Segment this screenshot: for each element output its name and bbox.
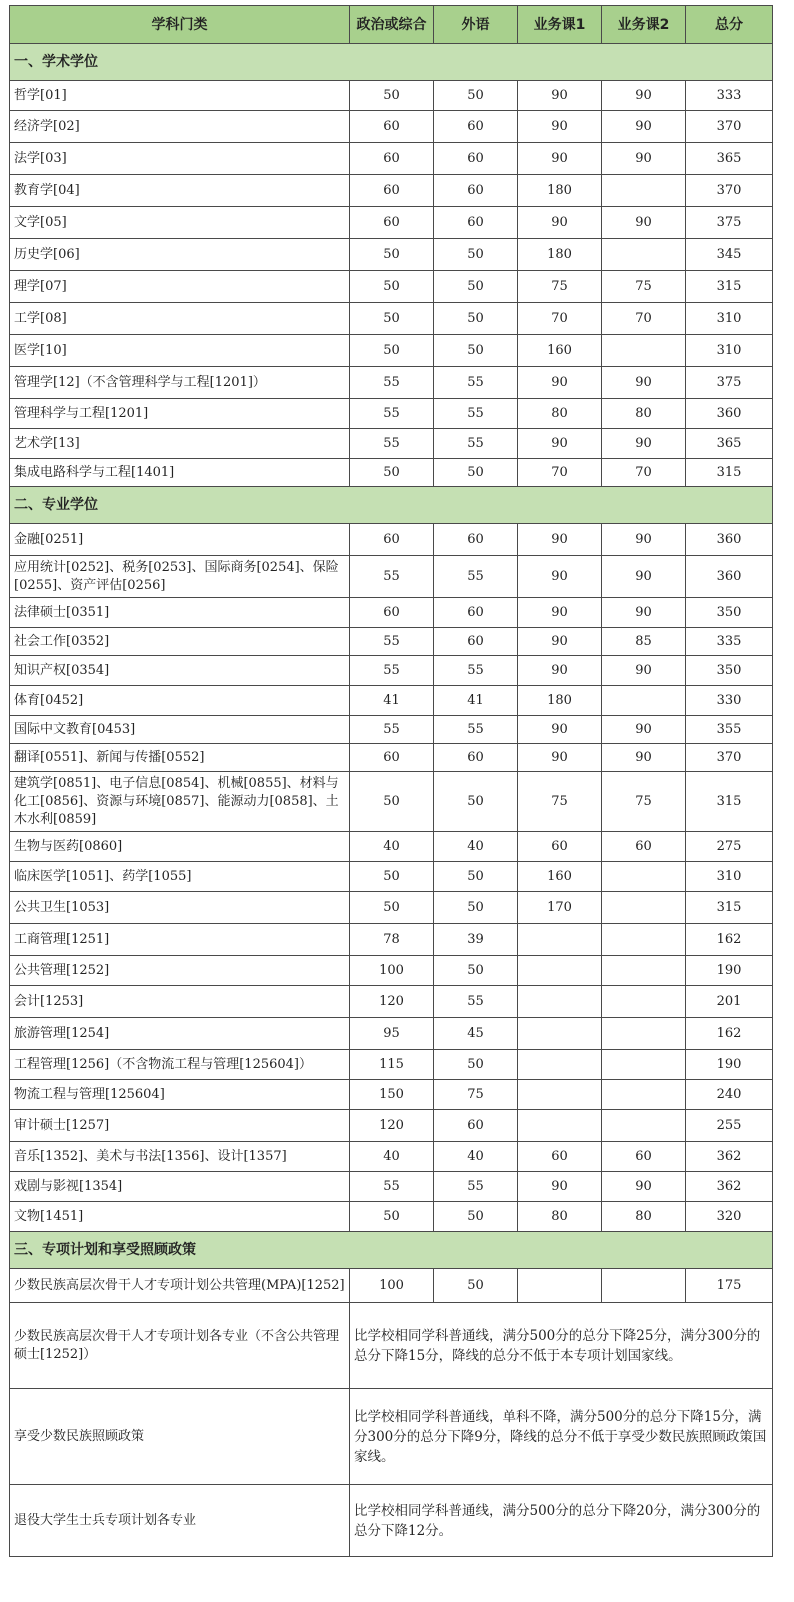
foreign-language-cell: 50 [434,892,518,924]
foreign-language-cell: 50 [434,1269,518,1303]
politics-cell: 55 [350,367,434,399]
subject-cell: 知识产权[0354] [10,656,350,686]
subject-cell: 金融[0251] [10,524,350,556]
policy-description-cell: 比学校相同学科普通线，满分500分的总分下降20分，满分300分的总分下降12分。 [350,1485,773,1557]
course-2-cell [602,924,686,956]
course-2-cell [602,1110,686,1142]
politics-cell: 115 [350,1050,434,1080]
total-cell: 320 [686,1202,773,1232]
politics-cell: 50 [350,1202,434,1232]
section-header-row [10,487,773,524]
course-1-cell: 160 [518,335,602,367]
subject-cell: 音乐[1352]、美术与书法[1356]、设计[1357] [10,1142,350,1172]
politics-cell: 60 [350,111,434,143]
section-header-row [10,44,773,81]
subject-cell: 戏剧与影视[1354] [10,1172,350,1202]
politics-cell: 41 [350,686,434,716]
total-cell: 345 [686,239,773,271]
table-row [10,924,773,956]
course-2-cell [602,335,686,367]
course-1-cell: 70 [518,459,602,487]
foreign-language-cell: 50 [434,1050,518,1080]
politics-cell: 100 [350,956,434,986]
foreign-language-cell: 39 [434,924,518,956]
total-cell: 370 [686,744,773,772]
foreign-language-cell: 50 [434,239,518,271]
foreign-language-cell: 55 [434,429,518,459]
politics-cell: 50 [350,772,434,832]
politics-cell: 120 [350,986,434,1018]
table-row [10,986,773,1018]
course-2-cell: 90 [602,716,686,744]
foreign-language-cell: 60 [434,175,518,207]
subject-cell: 文学[05] [10,207,350,239]
foreign-language-cell: 50 [434,1202,518,1232]
table-row [10,1269,773,1303]
course-2-cell: 90 [602,207,686,239]
foreign-language-cell: 60 [434,744,518,772]
course-1-cell: 90 [518,744,602,772]
course-2-cell: 90 [602,744,686,772]
course-1-cell: 90 [518,1172,602,1202]
politics-cell: 55 [350,399,434,429]
total-cell: 355 [686,716,773,744]
table-row [10,656,773,686]
course-1-cell: 90 [518,524,602,556]
politics-cell: 55 [350,628,434,656]
table-row [10,399,773,429]
total-cell: 190 [686,1050,773,1080]
subject-cell: 历史学[06] [10,239,350,271]
politics-cell: 55 [350,1172,434,1202]
politics-cell: 50 [350,892,434,924]
total-cell: 315 [686,459,773,487]
table-row [10,271,773,303]
header-total: 总分 [686,6,773,44]
course-1-cell [518,1080,602,1110]
course-2-cell: 90 [602,111,686,143]
course-1-cell: 170 [518,892,602,924]
foreign-language-cell: 50 [434,81,518,111]
course-1-cell: 70 [518,303,602,335]
foreign-language-cell: 60 [434,207,518,239]
total-cell: 175 [686,1269,773,1303]
subject-cell: 工商管理[1251] [10,924,350,956]
foreign-language-cell: 60 [434,1110,518,1142]
table-row [10,772,773,832]
subject-cell: 法学[03] [10,143,350,175]
foreign-language-cell: 41 [434,686,518,716]
table-row [10,628,773,656]
section-title: 一、学术学位 [10,44,773,81]
table-row [10,1050,773,1080]
course-2-cell [602,956,686,986]
subject-cell: 体育[0452] [10,686,350,716]
table-row [10,716,773,744]
table-row [10,1080,773,1110]
table-row [10,862,773,892]
table-row [10,1202,773,1232]
foreign-language-cell: 60 [434,111,518,143]
subject-cell: 社会工作[0352] [10,628,350,656]
course-2-cell: 90 [602,1172,686,1202]
course-1-cell: 90 [518,207,602,239]
course-1-cell: 90 [518,628,602,656]
section-title: 三、专项计划和享受照顾政策 [10,1232,773,1269]
total-cell: 362 [686,1172,773,1202]
course-2-cell [602,1050,686,1080]
politics-cell: 55 [350,556,434,598]
foreign-language-cell: 40 [434,832,518,862]
foreign-language-cell: 60 [434,143,518,175]
total-cell: 315 [686,271,773,303]
subject-cell: 审计硕士[1257] [10,1110,350,1142]
subject-cell: 生物与医药[0860] [10,832,350,862]
subject-cell: 应用统计[0252]、税务[0253]、国际商务[0254]、保险[0255]、资产评估[0256] [10,556,350,598]
total-cell: 350 [686,656,773,686]
total-cell: 315 [686,892,773,924]
subject-cell: 公共卫生[1053] [10,892,350,924]
policy-name-cell: 少数民族高层次骨干人才专项计划各专业（不含公共管理硕士[1252]） [10,1303,350,1389]
table-row [10,143,773,175]
course-1-cell: 180 [518,686,602,716]
header-politics: 政治或综合 [350,6,434,44]
total-cell: 360 [686,399,773,429]
politics-cell: 150 [350,1080,434,1110]
foreign-language-cell: 75 [434,1080,518,1110]
policy-description-cell: 比学校相同学科普通线，单科不降，满分500分的总分下降15分，满分300分的总分下降9分，降线的总分不低于享受少数民族照顾政策国家线。 [350,1389,773,1485]
course-1-cell: 90 [518,429,602,459]
politics-cell: 50 [350,271,434,303]
subject-cell: 文物[1451] [10,1202,350,1232]
politics-cell: 60 [350,143,434,175]
table-row [10,744,773,772]
subject-cell: 经济学[02] [10,111,350,143]
total-cell: 162 [686,1018,773,1050]
total-cell: 360 [686,524,773,556]
course-2-cell [602,1018,686,1050]
table-row [10,1172,773,1202]
total-cell: 365 [686,143,773,175]
subject-cell: 旅游管理[1254] [10,1018,350,1050]
table-row [10,111,773,143]
course-2-cell [602,239,686,271]
foreign-language-cell: 60 [434,628,518,656]
politics-cell: 50 [350,81,434,111]
subject-cell: 医学[10] [10,335,350,367]
course-2-cell [602,175,686,207]
subject-cell: 工学[08] [10,303,350,335]
course-2-cell: 90 [602,598,686,628]
course-2-cell [602,862,686,892]
course-1-cell: 90 [518,656,602,686]
foreign-language-cell: 55 [434,986,518,1018]
politics-cell: 55 [350,429,434,459]
table-row [10,892,773,924]
course-1-cell: 160 [518,862,602,892]
course-1-cell: 75 [518,271,602,303]
total-cell: 365 [686,429,773,459]
politics-cell: 60 [350,598,434,628]
subject-cell: 建筑学[0851]、电子信息[0854]、机械[0855]、材料与化工[0856]、资源与环境[0857]、能源动力[0858]、土木水利[0859] [10,772,350,832]
foreign-language-cell: 50 [434,303,518,335]
table-row [10,598,773,628]
course-2-cell: 60 [602,832,686,862]
table-row [10,239,773,271]
total-cell: 333 [686,81,773,111]
course-2-cell: 75 [602,772,686,832]
section-title: 二、专业学位 [10,487,773,524]
score-table-container [9,5,772,1557]
header-foreign-language: 外语 [434,6,518,44]
course-1-cell: 80 [518,399,602,429]
total-cell: 315 [686,772,773,832]
total-cell: 362 [686,1142,773,1172]
table-row [10,429,773,459]
course-1-cell: 75 [518,772,602,832]
foreign-language-cell: 55 [434,716,518,744]
total-cell: 275 [686,832,773,862]
politics-cell: 55 [350,716,434,744]
politics-cell: 100 [350,1269,434,1303]
course-1-cell: 80 [518,1202,602,1232]
course-2-cell [602,892,686,924]
table-row [10,1018,773,1050]
header-course-2: 业务课2 [602,6,686,44]
table-row [10,335,773,367]
course-2-cell: 70 [602,459,686,487]
foreign-language-cell: 50 [434,772,518,832]
subject-cell: 临床医学[1051]、药学[1055] [10,862,350,892]
foreign-language-cell: 55 [434,367,518,399]
foreign-language-cell: 55 [434,399,518,429]
course-1-cell: 60 [518,832,602,862]
subject-cell: 艺术学[13] [10,429,350,459]
course-2-cell: 70 [602,303,686,335]
course-1-cell: 90 [518,143,602,175]
foreign-language-cell: 60 [434,598,518,628]
total-cell: 375 [686,207,773,239]
foreign-language-cell: 60 [434,524,518,556]
section-header-row [10,1232,773,1269]
subject-cell: 公共管理[1252] [10,956,350,986]
foreign-language-cell: 50 [434,956,518,986]
policy-row [10,1303,773,1389]
foreign-language-cell: 55 [434,1172,518,1202]
policy-name-cell: 退役大学生士兵专项计划各专业 [10,1485,350,1557]
politics-cell: 120 [350,1110,434,1142]
course-1-cell [518,924,602,956]
table-row [10,367,773,399]
foreign-language-cell: 55 [434,556,518,598]
course-1-cell: 90 [518,111,602,143]
subject-cell: 国际中文教育[0453] [10,716,350,744]
politics-cell: 60 [350,524,434,556]
course-1-cell [518,986,602,1018]
course-2-cell: 80 [602,399,686,429]
table-row [10,459,773,487]
subject-cell: 法律硕士[0351] [10,598,350,628]
policy-name-cell: 享受少数民族照顾政策 [10,1389,350,1485]
total-cell: 370 [686,111,773,143]
total-cell: 310 [686,335,773,367]
politics-cell: 40 [350,1142,434,1172]
politics-cell: 60 [350,207,434,239]
course-2-cell: 90 [602,143,686,175]
header-row [10,6,773,44]
total-cell: 190 [686,956,773,986]
policy-description-cell: 比学校相同学科普通线，满分500分的总分下降25分，满分300分的总分下降15分，降线的总分不低于本专项计划国家线。 [350,1303,773,1389]
total-cell: 162 [686,924,773,956]
table-row [10,175,773,207]
total-cell: 240 [686,1080,773,1110]
politics-cell: 60 [350,744,434,772]
table-row [10,956,773,986]
foreign-language-cell: 40 [434,1142,518,1172]
course-1-cell: 180 [518,239,602,271]
table-row [10,832,773,862]
course-2-cell: 60 [602,1142,686,1172]
table-row [10,686,773,716]
subject-cell: 管理科学与工程[1201] [10,399,350,429]
politics-cell: 60 [350,175,434,207]
course-1-cell [518,1269,602,1303]
course-2-cell: 90 [602,429,686,459]
course-2-cell [602,1269,686,1303]
subject-cell: 少数民族高层次骨干人才专项计划公共管理(MPA)[1252] [10,1269,350,1303]
subject-cell: 理学[07] [10,271,350,303]
total-cell: 310 [686,862,773,892]
course-1-cell: 90 [518,556,602,598]
course-1-cell: 90 [518,598,602,628]
course-1-cell [518,1110,602,1142]
subject-cell: 翻译[0551]、新闻与传播[0552] [10,744,350,772]
subject-cell: 工程管理[1256]（不含物流工程与管理[125604]） [10,1050,350,1080]
course-1-cell [518,956,602,986]
foreign-language-cell: 50 [434,271,518,303]
total-cell: 375 [686,367,773,399]
table-row [10,303,773,335]
header-course-1: 业务课1 [518,6,602,44]
header-subject: 学科门类 [10,6,350,44]
subject-cell: 哲学[01] [10,81,350,111]
course-2-cell [602,1080,686,1110]
total-cell: 255 [686,1110,773,1142]
table-row [10,524,773,556]
table-row [10,81,773,111]
subject-cell: 会计[1253] [10,986,350,1018]
course-1-cell [518,1018,602,1050]
foreign-language-cell: 50 [434,459,518,487]
score-table [9,5,773,1557]
politics-cell: 55 [350,656,434,686]
course-2-cell [602,686,686,716]
course-1-cell: 180 [518,175,602,207]
foreign-language-cell: 50 [434,862,518,892]
course-2-cell: 75 [602,271,686,303]
total-cell: 350 [686,598,773,628]
course-1-cell [518,1050,602,1080]
subject-cell: 物流工程与管理[125604] [10,1080,350,1110]
course-1-cell: 90 [518,81,602,111]
subject-cell: 管理学[12]（不含管理科学与工程[1201]） [10,367,350,399]
course-1-cell: 90 [518,367,602,399]
total-cell: 370 [686,175,773,207]
politics-cell: 50 [350,862,434,892]
table-row [10,207,773,239]
policy-row [10,1485,773,1557]
course-2-cell: 85 [602,628,686,656]
politics-cell: 50 [350,303,434,335]
politics-cell: 50 [350,239,434,271]
foreign-language-cell: 55 [434,656,518,686]
table-row [10,1110,773,1142]
politics-cell: 95 [350,1018,434,1050]
total-cell: 310 [686,303,773,335]
total-cell: 330 [686,686,773,716]
politics-cell: 50 [350,459,434,487]
course-2-cell: 90 [602,556,686,598]
course-2-cell: 90 [602,81,686,111]
policy-row [10,1389,773,1485]
course-1-cell: 90 [518,716,602,744]
table-row [10,556,773,598]
table-row [10,1142,773,1172]
subject-cell: 教育学[04] [10,175,350,207]
foreign-language-cell: 45 [434,1018,518,1050]
subject-cell: 集成电路科学与工程[1401] [10,459,350,487]
foreign-language-cell: 50 [434,335,518,367]
politics-cell: 40 [350,832,434,862]
total-cell: 335 [686,628,773,656]
politics-cell: 50 [350,335,434,367]
politics-cell: 78 [350,924,434,956]
course-1-cell: 60 [518,1142,602,1172]
total-cell: 360 [686,556,773,598]
course-2-cell: 90 [602,656,686,686]
course-2-cell: 90 [602,524,686,556]
course-2-cell: 80 [602,1202,686,1232]
total-cell: 201 [686,986,773,1018]
course-2-cell: 90 [602,367,686,399]
course-2-cell [602,986,686,1018]
